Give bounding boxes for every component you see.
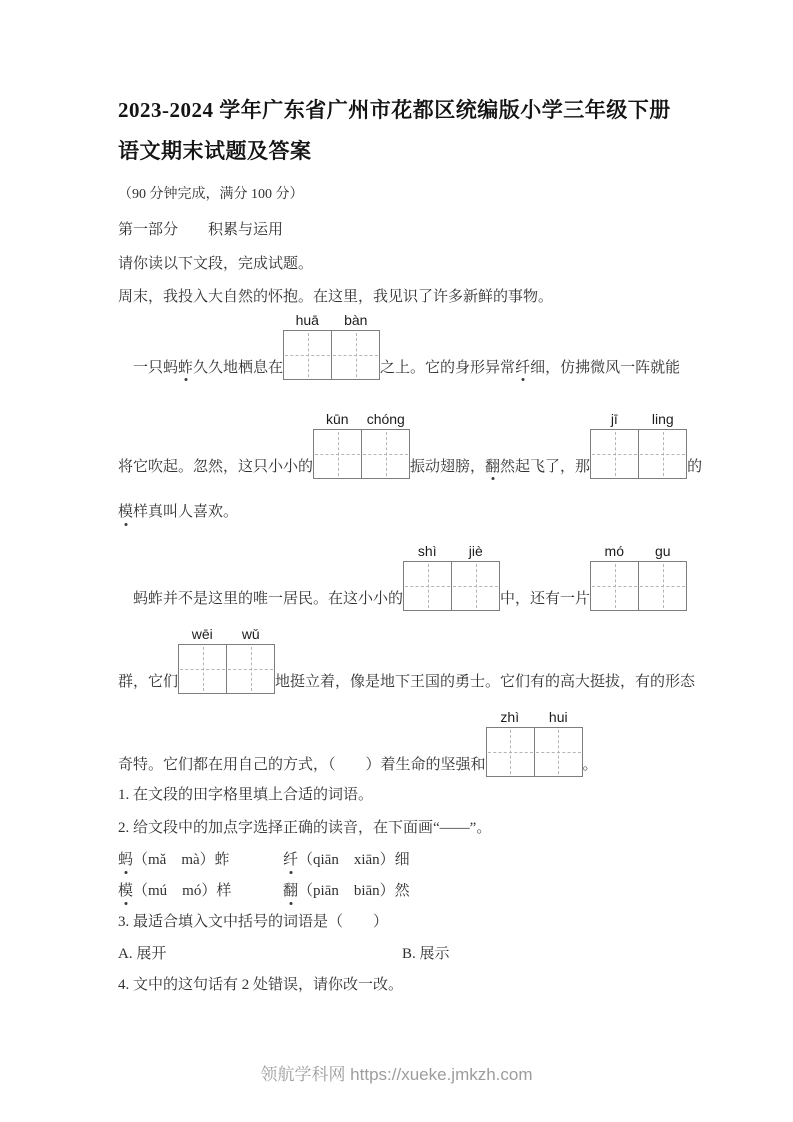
pinyin-syllable: zhì xyxy=(500,709,520,725)
tianzige-group-kunchong xyxy=(313,411,410,479)
dotted-char: 纤 xyxy=(515,359,530,380)
tianzige-cell xyxy=(534,728,582,776)
passage-text: 一只蚂 xyxy=(133,360,179,376)
exam-time-score-note: （90 分钟完成，满分 100 分） xyxy=(118,187,304,202)
pinyin-labels xyxy=(486,709,583,726)
tianzige-box xyxy=(403,561,500,611)
dotted-char: 翻 xyxy=(485,458,500,479)
q2-item-mazha xyxy=(118,851,283,869)
pinyin-syllable: ling xyxy=(651,411,674,427)
tianzige-group-shijie xyxy=(403,543,500,611)
passage-line-1 xyxy=(118,312,718,380)
question-2-row-1 xyxy=(118,851,718,869)
passage-text: 的 xyxy=(687,459,703,475)
tianzige-box xyxy=(178,644,275,694)
tianzige-group-mogu xyxy=(590,543,687,611)
pinyin-syllable: chóng xyxy=(366,411,405,427)
pronunciation-choices: （piān biān）然 xyxy=(298,883,410,899)
pinyin-labels xyxy=(313,411,410,428)
pinyin-syllable: huā xyxy=(295,312,319,328)
tianzige-cell xyxy=(591,562,638,610)
pinyin-syllable: wǔ xyxy=(241,626,260,642)
tianzige-cell xyxy=(404,562,451,610)
tianzige-cell xyxy=(638,562,686,610)
section-heading: 第一部分 积累与运用 xyxy=(118,222,284,238)
tianzige-cell xyxy=(314,430,361,478)
pinyin-syllable: jī xyxy=(610,411,618,427)
dotted-char: 模 xyxy=(118,504,134,520)
pinyin-syllable: hui xyxy=(548,709,568,725)
option-b: B. 展示 xyxy=(402,946,450,962)
passage-opening-line: 周末，我投入大自然的怀抱。在这里，我见识了许多新鲜的事物。 xyxy=(118,289,554,305)
pinyin-labels xyxy=(283,312,380,329)
pinyin-labels xyxy=(590,543,687,560)
pinyin-labels xyxy=(178,626,275,643)
tianzige-box xyxy=(486,727,583,777)
dotted-char: 模 xyxy=(118,883,134,899)
pinyin-syllable: kūn xyxy=(325,411,349,427)
tianzige-cell xyxy=(487,728,534,776)
q2-item-xianxi xyxy=(283,851,410,869)
pinyin-syllable: jiè xyxy=(468,543,483,559)
question-3: 3. 最适合填入文中括号的词语是（ ） xyxy=(118,914,389,930)
tianzige-group-jiling xyxy=(590,411,687,479)
page-content xyxy=(118,0,718,994)
question-1: 1. 在文段的田字格里填上合适的词语。 xyxy=(118,787,374,803)
footer-site-link[interactable]: 领航学科网 https://xueke.jmkzh.com xyxy=(260,1065,533,1084)
pinyin-syllable: bàn xyxy=(344,312,368,328)
tianzige-cell xyxy=(638,430,686,478)
passage-text: 然起飞了，那 xyxy=(500,459,591,475)
doc-title-line1: 2023-2024 学年广东省广州市花都区统编版小学三年级下册 xyxy=(118,98,671,122)
pinyin-labels xyxy=(590,411,687,428)
pinyin-syllable: wēi xyxy=(191,626,213,642)
passage-text: 细，仿拂微风一阵就能 xyxy=(530,360,681,376)
dotted-char: 纤 xyxy=(283,852,299,868)
tianzige-cell xyxy=(451,562,499,610)
tianzige-group-zhihui xyxy=(486,709,583,777)
passage-text: 奇特。它们都在用自己的方式，（ ）着生命的坚强和 xyxy=(118,757,486,773)
q2-item-pianran xyxy=(283,882,410,900)
question-2-row-2 xyxy=(118,882,718,900)
footer-credit xyxy=(0,1060,793,1085)
tianzige-box xyxy=(283,330,380,380)
pronunciation-choices: （mǎ mà）蚱 xyxy=(133,852,230,868)
passage-line-3 xyxy=(118,503,718,521)
option-a: A. 展开 xyxy=(118,946,167,962)
tianzige-group-weiwu xyxy=(178,626,275,694)
q2-item-muyang xyxy=(118,882,283,900)
pronunciation-choices: （qiān xiān）细 xyxy=(298,852,410,868)
tianzige-box xyxy=(313,429,410,479)
question-4: 4. 文中的这句话有 2 处错误，请你改一改。 xyxy=(118,977,404,993)
dotted-char: 蚱 xyxy=(178,359,193,380)
dotted-char: 翻 xyxy=(283,883,299,899)
tianzige-group-huaban xyxy=(283,312,380,380)
passage-text: 中，还有一片 xyxy=(500,591,591,607)
passage-line-4 xyxy=(118,543,718,611)
pinyin-syllable: mó xyxy=(604,543,624,559)
passage-text: 之上。它的身形异常 xyxy=(380,360,516,376)
tianzige-cell xyxy=(179,645,226,693)
tianzige-cell xyxy=(331,331,379,379)
pinyin-syllable: gu xyxy=(654,543,671,559)
intro-line: 请你读以下文段，完成试题。 xyxy=(118,256,314,272)
pinyin-labels xyxy=(403,543,500,560)
pronunciation-choices: （mú mó）样 xyxy=(133,883,232,899)
tianzige-box xyxy=(590,429,687,479)
tianzige-cell xyxy=(284,331,331,379)
passage-text: 地挺立着，像是地下王国的勇士。它们有的高大挺拔，有的形态 xyxy=(275,674,696,690)
passage-text: 群，它们 xyxy=(118,674,179,690)
passage-line-6 xyxy=(118,709,718,777)
tianzige-box xyxy=(590,561,687,611)
passage-line-2 xyxy=(118,411,718,479)
passage-text: 振动翅膀， xyxy=(410,459,486,475)
tianzige-cell xyxy=(226,645,274,693)
pinyin-syllable: shì xyxy=(417,543,437,559)
question-2: 2. 给文段中的加点字选择正确的读音，在下面画“——”。 xyxy=(118,820,492,836)
passage-line-5 xyxy=(118,626,718,694)
dotted-char: 蚂 xyxy=(118,852,134,868)
passage-text: 久久地栖息在 xyxy=(193,360,284,376)
passage-text: 将它吹起。忽然，这只小小的 xyxy=(118,459,314,475)
tianzige-cell xyxy=(361,430,409,478)
passage-text: 样真叫人喜欢。 xyxy=(133,504,239,520)
passage-text: 蚂蚱并不是这里的唯一居民。在这小小的 xyxy=(133,591,404,607)
tianzige-cell xyxy=(591,430,638,478)
passage-text: 。 xyxy=(582,757,598,773)
question-3-options xyxy=(118,945,718,963)
doc-title-line2: 语文期末试题及答案 xyxy=(118,139,312,163)
